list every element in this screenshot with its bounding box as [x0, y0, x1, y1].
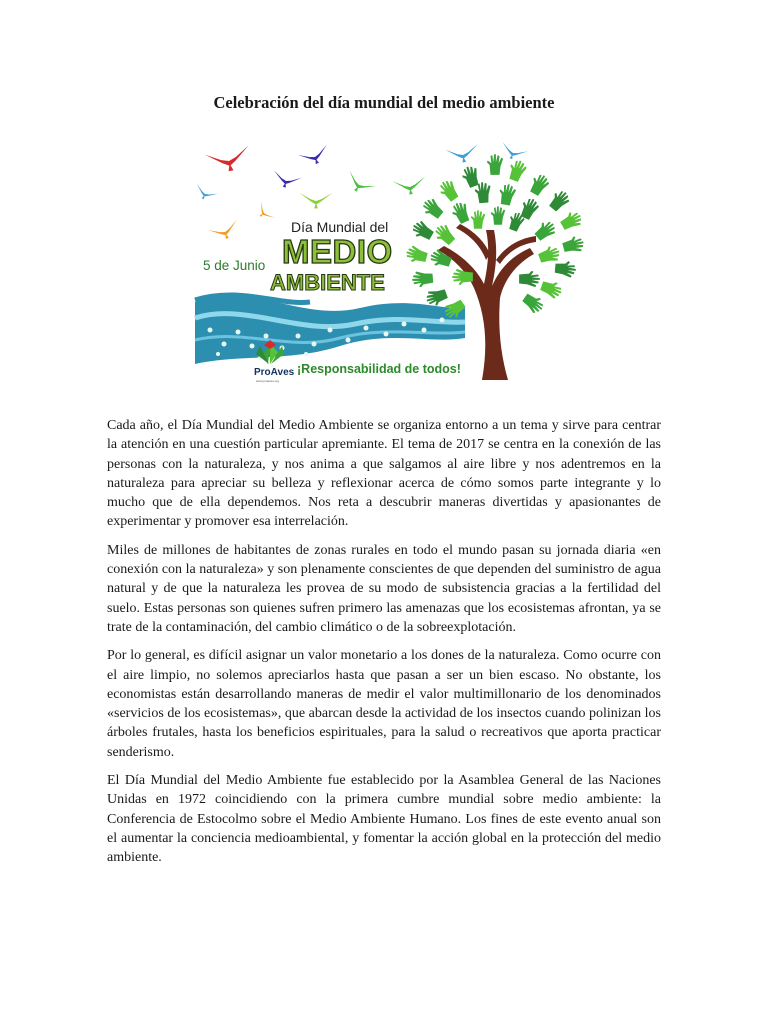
wave-icon	[195, 295, 465, 364]
paragraph: Miles de millones de habitantes de zonas rurales en todo el mundo pasan su jornada diaria «en conexión con la naturaleza» y son plenamente conscientes de que dependen del suministro de agua natural y de que la naturaleza les provea de su modo de subsistencia gracias a la fertilidad del suelo. Estas personas son quienes sufren primero las amenazas que los ecosistemas afrontan, ya se trate de la contaminación, del cambio climático o de la sobreexplotación.	[107, 542, 661, 635]
article-body	[107, 416, 661, 877]
headline-line-1: Día Mundial del	[291, 219, 389, 235]
logo-name: ProAves	[254, 367, 295, 378]
headline-medio: MEDIO	[282, 233, 393, 270]
paragraph: El Día Mundial del Medio Ambiente fue establecido por la Asamblea General de las Naciones Unidas en 1972 coincidiendo con la primera cumbre mundial sobre medio ambiente: la Conferencia de Estocolmo sobre el Medio Ambiente Humano. Los fines de este evento anual son el aumentar la conciencia medioambiental, y fomentar la acción global en la protección del medio ambiente.	[107, 773, 661, 866]
event-date: 5 de Junio	[203, 258, 266, 273]
headline-ambiente: AMBIENTE	[270, 270, 385, 295]
paragraph: Cada año, el Día Mundial del Medio Ambiente se organiza entorno a un tema y sirve para centrar la atención en una cuestión particular apremiante. El tema de 2017 se centra en la conexión de las personas con la naturaleza, y nos anima a que salgamos al aire libre y nos adentremos en la naturaleza para apreciar su belleza y reflexionar acerca de cómo somos parte integrante y lo mucho que de ella dependemos. Nos reta a descubrir maneras divertidas y apasionantes de experimentar y promover esa interrelación.	[107, 418, 661, 530]
slogan: ¡Responsabilidad de todos!	[297, 362, 461, 376]
paragraph: Por lo general, es difícil asignar un valor monetario a los dones de la naturaleza. Como ocurre con el aire limpio, no solemos apreciarlos hasta que pasan a ser un bien escaso. No obstante, los economistas están desarrollando maneras de medir el valor multimillonario de los denominados «servicios de los ecosistemas», que abarcan desde la actividad de los insectos cuando polinizan los árboles frutales, hasta los beneficios espirituales, para la salud o recreativos que aporta practicar senderismo.	[107, 648, 661, 760]
logo-site: www.proaves.org	[256, 379, 280, 383]
poster-image	[190, 140, 588, 390]
page-title: Celebración del día mundial del medio ambiente	[213, 93, 555, 112]
tree-icon	[438, 224, 536, 380]
